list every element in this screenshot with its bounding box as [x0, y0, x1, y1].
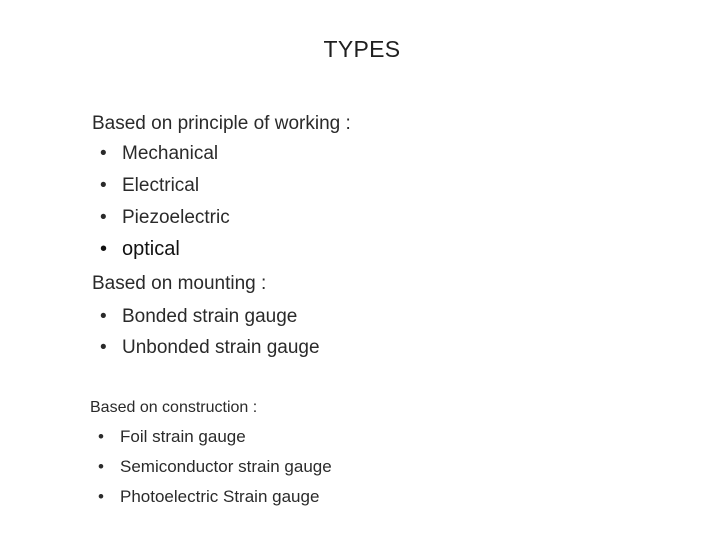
- list-item-label: Foil strain gauge: [120, 427, 246, 446]
- bullet-icon: •: [98, 487, 104, 506]
- list-item-label: Semiconductor strain gauge: [120, 457, 332, 476]
- list-item-label: optical: [122, 238, 180, 260]
- list-item-label: Photoelectric Strain gauge: [120, 487, 320, 506]
- bullet-icon: •: [100, 143, 107, 164]
- bullet-icon: •: [98, 427, 104, 446]
- list-item: [98, 427, 246, 447]
- bullet-icon: •: [100, 337, 107, 358]
- list-item: [98, 487, 319, 507]
- section-heading-construction: Based on construction :: [90, 399, 258, 416]
- list-item-label: Unbonded strain gauge: [122, 337, 320, 358]
- bullet-icon: •: [100, 207, 107, 228]
- bullet-icon: •: [100, 175, 107, 196]
- bullet-icon: •: [100, 306, 107, 327]
- section-heading-working-principle: Based on principle of working :: [92, 113, 351, 134]
- list-item-label: Piezoelectric: [122, 207, 230, 228]
- bullet-icon: •: [98, 457, 104, 476]
- slide-title: TYPES: [323, 36, 401, 62]
- list-item: [98, 457, 332, 477]
- list-item-label: Electrical: [122, 175, 200, 196]
- list-item: [100, 143, 218, 165]
- section-heading-mounting: Based on mounting :: [92, 273, 267, 294]
- list-item: [100, 306, 297, 328]
- list-item: [100, 207, 230, 229]
- list-item: [100, 337, 320, 359]
- list-item: [100, 238, 180, 261]
- list-item-label: Bonded strain gauge: [122, 306, 298, 327]
- list-item: [100, 175, 199, 197]
- bullet-icon: •: [100, 238, 108, 260]
- list-item-label: Mechanical: [122, 143, 219, 164]
